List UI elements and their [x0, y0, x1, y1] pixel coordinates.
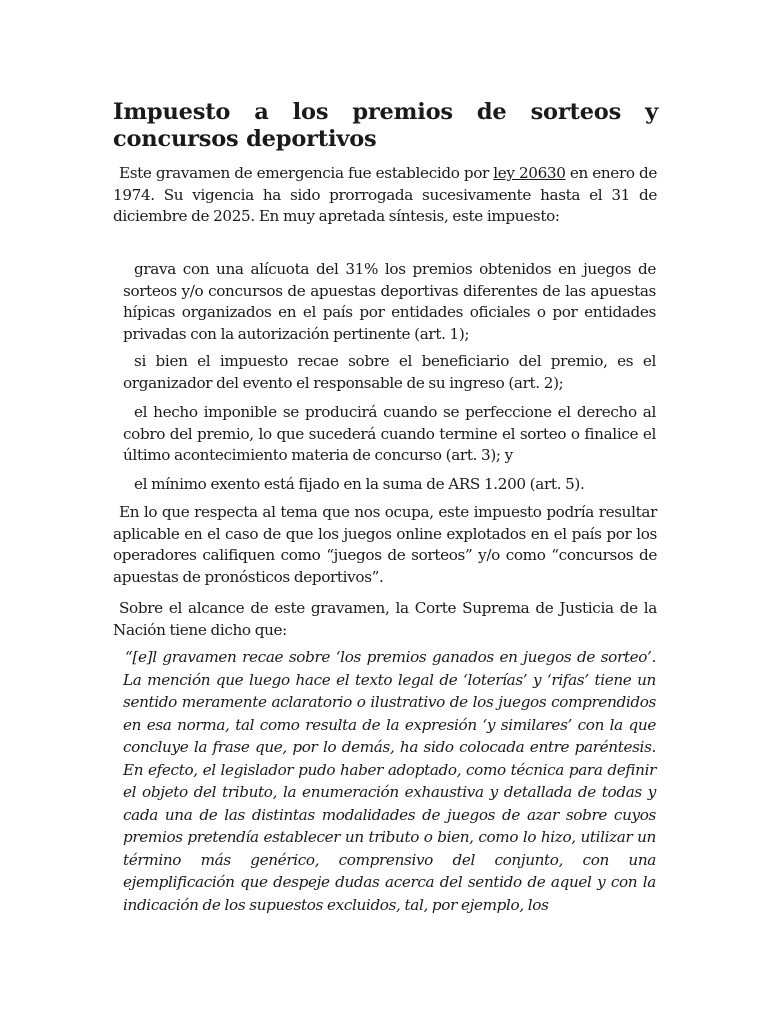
list-item: si bien el impuesto recae sobre el beneficiario del premio, es el organizador del evento el responsable de su ingreso (art. 2); [123, 352, 656, 392]
body-paragraph: Sobre el alcance de este gravamen, la Corte Suprema de Justicia de la Nación tiene dicho que: [113, 599, 657, 639]
intro-text-after: en enero de 1974. Su vigencia ha sido prorrogada sucesivamente hasta el 31 de diciembre de 2025. En muy apretada síntesis, este impuesto: [113, 164, 657, 225]
list-item: el hecho imponible se producirá cuando se perfeccione el derecho al cobro del premio, lo que sucederá cuando termine el sorteo o finalice el último acontecimiento materia de concurso (art. 3); y [123, 403, 656, 464]
list-item: el mínimo exento está fijado en la suma de ARS 1.200 (art. 5). [134, 475, 585, 493]
body-paragraph: En lo que respecta al tema que nos ocupa, este impuesto podría resultar aplicable en el caso de que los juegos online explotados en el país por los operadores califiquen como “juegos de sorteos” y/o como “concursos de apuestas de pronósticos deportivos”. [113, 503, 657, 586]
page-title: Impuesto a los premios de sorteos y concursos deportivos [113, 99, 658, 152]
intro-paragraph [113, 163, 657, 228]
ley-20630-link[interactable]: ley 20630 [493, 164, 566, 182]
intro-text-before: Este gravamen de emergencia fue establecido por [119, 164, 494, 182]
court-quote: “[e]l gravamen recae sobre ‘los premios ganados en juegos de sorteo’. La mención que luego hace el texto legal de ‘loterías’ y ‘rifas’ tiene un sentido meramente aclaratorio o ilustrativo de los juegos comprendidos en esa norma, tal como resulta de la expresión ‘y similares’ con la que concluye la frase que, por lo demás, ha sido colocada entre paréntesis. En efecto, el legislador pudo haber adoptado, como técnica para definir el objeto del tributo, la enumeración exhaustiva y detallada de todas y cada una de las distintas modalidades de juegos de azar sobre cuyos premios pretendía establecer un tributo o bien, como lo hizo, utilizar un término más genérico, comprensivo del conjunto, con una ejemplificación que despeje dudas acerca del sentido de aquel y con la indicación de los supuestos excluidos, tal, por ejemplo, los [123, 648, 656, 914]
list-item: grava con una alícuota del 31% los premios obtenidos en juegos de sorteos y/o concursos de apuestas deportivas diferentes de las apuestas hípicas organizados en el país por entidades oficiales o por entidades privadas con la autorización pertinente (art. 1); [123, 260, 656, 343]
